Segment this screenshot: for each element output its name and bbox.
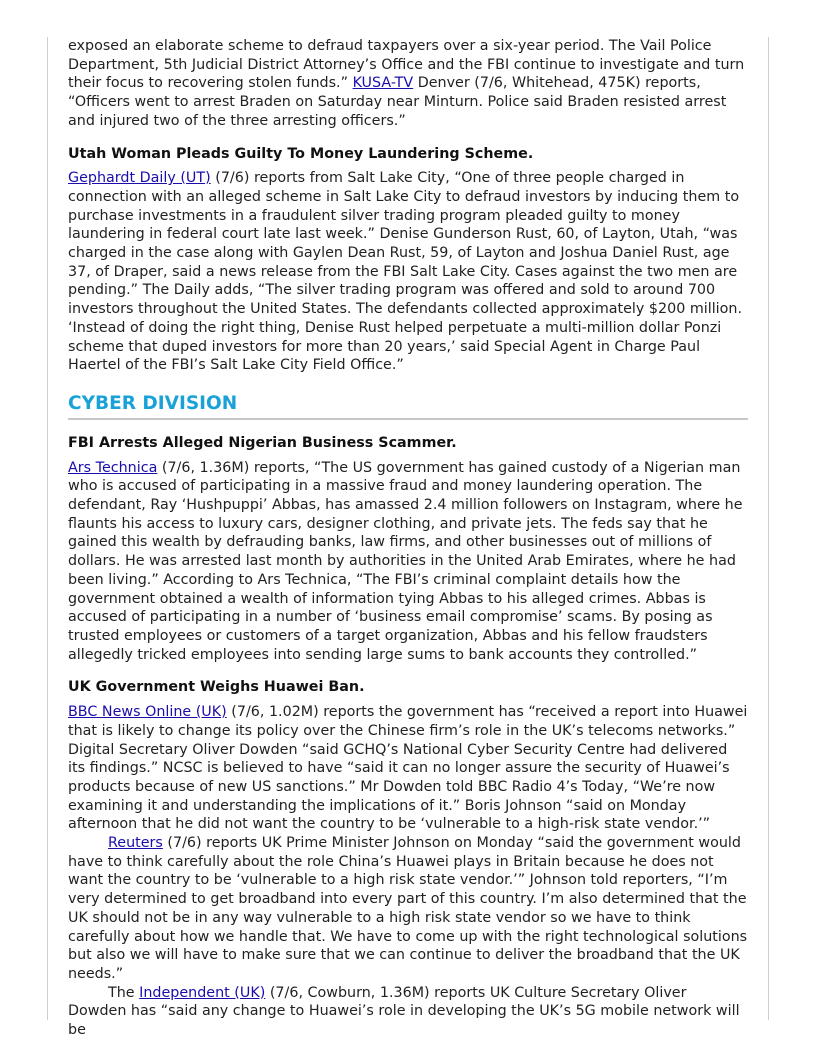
independent-link[interactable]: Independent (UK) (139, 984, 266, 1001)
nigeria-paragraph: Ars Technica (7/6, 1.36M) reports, “The US government has gained custody of a Nigerian man who is accused of participating in a massive fraud and money laundering operation. The defendant, Ray ‘Hushpuppi’ Abbas, has amassed 2.4 million followers on Instagram, where he flaunts his access to luxury cars, designer clothing, and private jets. The feds say that he gained this wealth by defrauding banks, law firms, and other businesses out of millions of dollars. He was arrested last month by authorities in the United Arab Emirates, where he had been living.” According to Ars Technica, “The FBI’s criminal complaint details how the government obtained a wealth of information tying Abbas to his alleged crimes. Abbas is accused of participating in a number of ‘business email compromise’ scams. By posing as trusted employees or customers of a target organization, Abbas and his fellow fraudsters allegedly tricked employees into sending large sums to bank accounts they controlled.” (68, 459, 743, 663)
newsletter-body (68, 37, 748, 1040)
gephardt-daily-link[interactable]: Gephardt Daily (UT) (68, 170, 211, 187)
kusa-tv-link[interactable]: KUSA-TV (352, 75, 414, 92)
intro-paragraph: exposed an elaborate scheme to defraud taxpayers over a six-year period. The Vail Police Department, 5th Judicial District Attorney’s Office and the FBI continue to investigate and turn their focus to recovering stolen funds.” KUSA-TV Denver (7/6, Whitehead, 475K) reports, “Officers went to arrest Braden on Saturday near Minturn. Police said Braden resisted arrest and injured two of the three arresting officers.” (68, 38, 745, 129)
ars-technica-link[interactable]: Ars Technica (68, 459, 158, 476)
nigeria-headline: FBI Arrests Alleged Nigerian Business Scammer. (68, 434, 457, 451)
huawei-paragraph-2: Reuters (7/6) reports UK Prime Minister Johnson on Monday “said the government would have to think carefully about the role China’s Huawei plays in Britain because he does not want the country to be ‘vulnerable to a high risk state vendor.’” Johnson told reporters, “I’m very determined to get broadband into every part of this country. I’m also determined that the UK should not be in any way vulnerable to a high risk state vendor so we have to think carefully about how we handle that. We have to come up with the right technological solutions but also we will have to make sure that we can continue to deliver the broadband that the UK needs.” (68, 835, 748, 982)
utah-headline: Utah Woman Pleads Guilty To Money Laundering Scheme. (68, 145, 534, 162)
bbc-news-link[interactable]: BBC News Online (UK) (68, 704, 227, 721)
huawei-headline: UK Government Weighs Huawei Ban. (68, 679, 365, 696)
huawei-paragraph-1: BBC News Online (UK) (7/6, 1.02M) reports the government has “received a report into Huawei that is likely to change its policy over the Chinese firm’s role in the UK’s telecoms networks.” Digital Secretary Oliver Dowden “said GCHQ’s National Cyber Security Centre had delivered its findings.” NCSC is believed to have “said it can no longer assure the security of Huawei’s products because of new US sanctions.” Mr Dowden told BBC Radio 4’s Today, “We’re now examining it and understanding the implications of it.” Boris Johnson “said on Monday afternoon that he did not want the country to be ‘vulnerable to a high-risk state vendor.’” (68, 704, 748, 833)
page-border-left (47, 37, 48, 1020)
reuters-link[interactable]: Reuters (108, 835, 163, 852)
huawei-paragraph-3: The Independent (UK) (7/6, Cowburn, 1.36M) reports UK Culture Secretary Oliver Dowden has “said any change to Huawei’s role in developing the UK’s 5G mobile network will be (68, 984, 740, 1039)
utah-paragraph: Gephardt Daily (UT) (7/6) reports from Salt Lake City, “One of three people charged in connection with an alleged scheme in Salt Lake City to defraud investors by inducing them to purchase investments in a fraudulent silver trading program pleaded guilty to money laundering in federal court late last week.” Denise Gunderson Rust, 60, of Layton, Utah, “was charged in the case along with Gaylen Dean Rust, 59, of Layton and Joshua Daniel Rust, age 37, of Draper, said a news release from the FBI Salt Lake City. Cases against the two men are pending.” The Daily adds, “The silver trading program was offered and sold to around 700 investors throughout the United States. The defendants collected approximately $200 million. ‘Instead of doing the right thing, Denise Rust helped perpetuate a multi-million dollar Ponzi scheme that duped investors for more than 20 years,’ said Special Agent in Charge Paul Haertel of the FBI’s Salt Lake City Field Office.” (68, 170, 743, 374)
page-border-right (768, 37, 769, 1020)
section-title: CYBER DIVISION (68, 391, 748, 420)
